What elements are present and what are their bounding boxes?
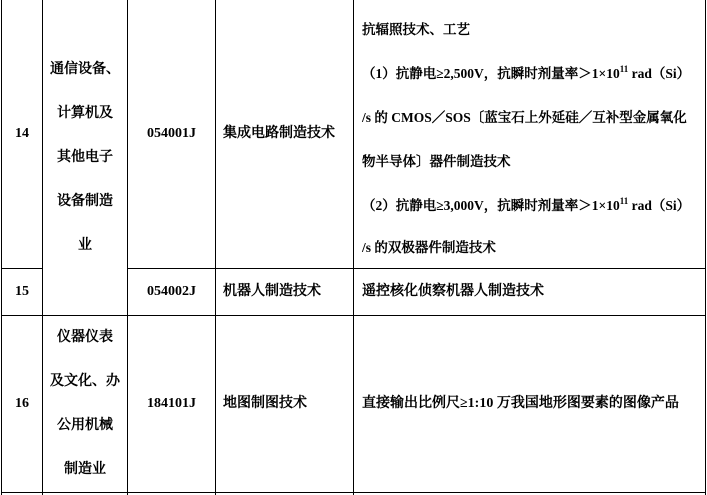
industry-cell [43,0,127,315]
desc-line: /s 的双极器件制造技术 [362,240,496,255]
industry-line: 设备制造 [57,193,113,209]
code-cell: 184101J [147,396,196,411]
industry-line: 仪器仪表 [57,330,113,345]
industry-cell [43,316,127,492]
industry-line: 业 [78,237,92,253]
tech-cell: 地图制图技术 [223,396,307,411]
code-cell: 054002J [147,284,196,299]
row-index: 14 [15,126,29,141]
industry-line: 公用机械 [57,418,113,433]
desc-line: /s 的 CMOS／SOS〔蓝宝石上外延硅／互补型金属氧化 [362,110,687,125]
desc-line: 物半导体〕器件制造技术 [362,154,511,169]
desc-line: （1）抗静电≥2,500V，抗瞬时剂量率$>1\times 10^{11}$ rad（Si） [362,64,691,81]
industry-line: 其他电子 [57,149,113,165]
row-index: 16 [15,396,29,411]
description-cell [362,0,702,268]
description-cell: 遥控核化侦察机器人制造技术 [362,284,544,299]
industry-line: 通信设备、 [50,61,120,77]
tech-cell: 机器人制造技术 [223,284,321,299]
industry-line: 及文化、办 [50,374,120,389]
desc-title: 抗辐照技术、工艺 [362,22,470,37]
row-index: 15 [15,284,29,299]
tech-cell: 集成电路制造技术 [223,126,335,141]
code-cell: 054001J [147,126,196,141]
description-cell: 直接输出比例尺≥1:10 万我国地形图要素的图像产品 [362,396,679,411]
industry-line: 计算机及 [57,105,113,121]
industry-line: 制造业 [64,462,106,477]
desc-line: （2）抗静电≥3,000V，抗瞬时剂量率$>1\times 10^{11}$ rad（Si） [362,196,691,213]
